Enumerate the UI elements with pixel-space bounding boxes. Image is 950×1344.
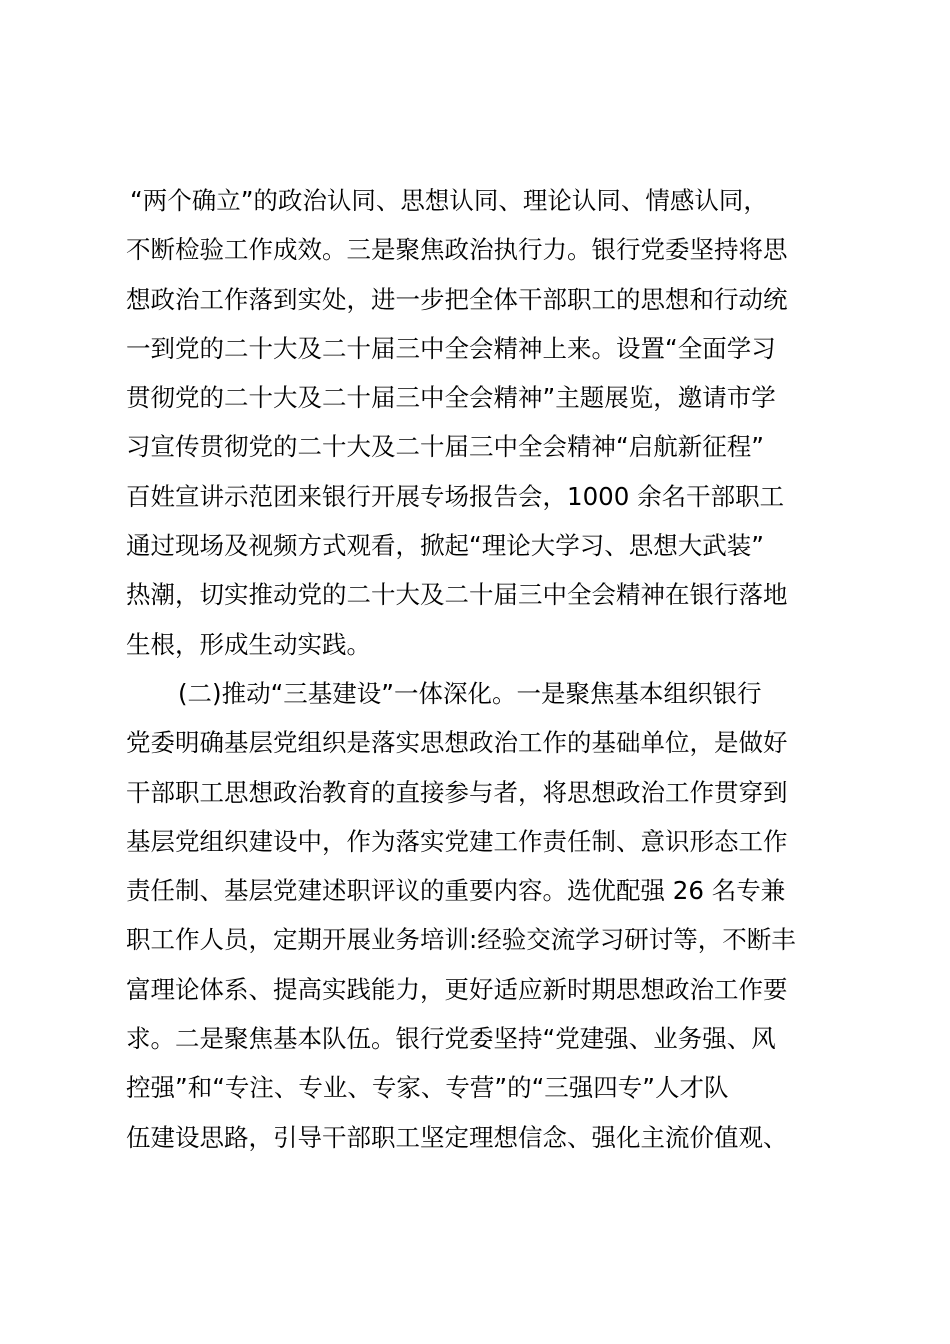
text-line: 党委明确基层党组织是落实思想政治工作的基础单位，是做好 [126,728,788,758]
text-line: 一到党的二十大及二十届三中全会精神上来。设置“全面学习 [126,333,776,363]
text-line: 贯彻党的二十大及二十届三中全会精神”主题展览，邀请市学 [126,383,776,413]
section-heading-line: (二)推动“三基建设”一体深化。一是聚焦基本组织银行 [178,678,762,708]
text-line: 富理论体系、提高实践能力，更好适应新时期思想政治工作要 [126,974,788,1004]
text-line: 责任制、基层党建述职评议的重要内容。选优配强 26 名专兼 [126,876,786,906]
text-line: 伍建设思路，引导干部职工坚定理想信念、强化主流价值观、 [126,1122,788,1152]
text-line: 百姓宣讲示范团来银行开展专场报告会，1000 余名干部职工 [126,481,785,511]
text-line: 生根，形成生动实践。 [126,629,371,659]
text-line: 基层党组织建设中，作为落实党建工作责任制、意识形态工作 [126,826,788,856]
text-line: 控强”和“专注、专业、专家、专营”的“三强四专”人才队 [126,1073,729,1103]
text-line: 干部职工思想政治教育的直接参与者，将思想政治工作贯穿到 [126,777,788,807]
text-line: 不断检验工作成效。三是聚焦政治执行力。银行党委坚持将思 [126,235,788,265]
body-text [126,176,846,1162]
text-line: 职工作人员，定期开展业务培训:经验交流学习研讨等，不断丰 [126,925,796,955]
text-line: “两个确立”的政治认同、思想认同、理论认同、情感认同， [130,186,768,215]
text-line: 习宣传贯彻党的二十大及二十届三中全会精神“启航新征程” [126,432,764,462]
text-line: 热潮，切实推动党的二十大及二十届三中全会精神在银行落地 [126,580,788,610]
text-line: 想政治工作落到实处，进一步把全体干部职工的思想和行动统 [126,284,788,314]
text-line: 通过现场及视频方式观看，掀起“理论大学习、思想大武装” [126,531,764,561]
text-line: 求。二是聚焦基本队伍。银行党委坚持“党建强、业务强、风 [126,1024,776,1054]
